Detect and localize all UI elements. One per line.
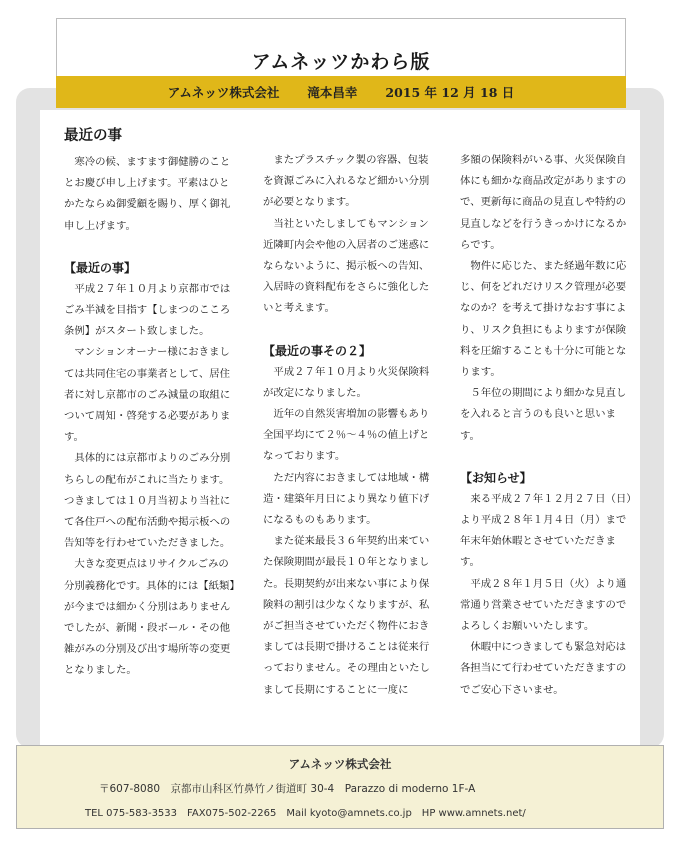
paragraph: 当社といたしましてもマンション近隣町内会や他の入居者のご迷惑にならないように、掲示板への告知、入居時の資料配布をさらに強化したいと考えます。	[263, 217, 430, 315]
title-box	[56, 18, 626, 77]
column-3	[460, 150, 632, 701]
paragraph: 近年の自然災害増加の影響もあり全国平均にて２％～４％の値上げとなっております。	[263, 408, 430, 463]
footer-address: 〒607-8080 京都市山科区竹鼻竹ノ街道町 30-4 Parazzo di moderno 1F-A	[99, 783, 476, 795]
footer	[16, 745, 664, 829]
paragraph: 具体的には京都市よりのごみ分別ちらしの配布がこれに当たります。つきましては１０月当初より当社にて各住戸への配布活動や掲示板への告知等を行わせていただきました。	[64, 452, 231, 550]
footer-company: アムネッツ株式会社	[288, 757, 392, 771]
section-title: 最近の事	[64, 127, 122, 144]
paragraph: 大きな変更点はリサイクルごみの分別義務化です。具体的には【紙類】が今までは細かく分別はありませんでしたが、新聞・段ボール・その他雑がみの分別及び出す場所等の変更となりました。	[64, 558, 235, 677]
byline-band	[56, 76, 626, 108]
paragraph: 休暇中につきましても緊急対応は各担当にて行わせていただきますのでご安心下さいませ。	[460, 641, 627, 696]
column-1	[64, 152, 236, 682]
footer-contact: TEL 075-583-3533 FAX075-502-2265 Mail kyoto@amnets.co.jp HP www.amnets.net/	[85, 808, 526, 819]
byline-author: 滝本昌幸	[307, 85, 358, 100]
paragraph: 平成２７年１０月より京都市ではごみ半減を目指す【しまつのこころ条例】がスタート致しました。	[64, 282, 231, 338]
byline-date: 2015 年 12 月 18 日	[385, 85, 515, 100]
byline	[56, 83, 626, 101]
greeting-paragraph: 寒冷の候、ますます御健勝のこととお慶び申し上げます。平素はひとかたならぬ御愛顧を賜り、厚く御礼申し上げます。	[64, 156, 231, 232]
heading-recent-2: 【最近の事その２】	[263, 343, 372, 358]
paragraph: またプラスチック製の容器、包装を資源ごみに入れるなど細かい分別が必要となります。	[263, 154, 430, 209]
paragraph: 平成２８年１月５日（火）より通常通り営業させていただきますのでよろしくお願いいたします。	[460, 577, 627, 633]
newsletter-title: アムネッツかわら版	[251, 51, 431, 73]
heading-notice: 【お知らせ】	[460, 470, 532, 485]
heading-recent: 【最近の事】	[64, 260, 137, 275]
paragraph: ただ内容におきましては地域・構造・建築年月日により異なり値下げになるものもあります。	[263, 471, 430, 527]
paragraph: 来る平成２７年１２月２７日（日）より平成２８年１月４日（月）まで年末年始休暇とさせていただきます。	[460, 492, 632, 569]
paragraph: マンションオーナー様におきましては共同住宅の事業者として、居住者に対し京都市のごみ減量の取組について周知・啓発する必要があります。	[64, 346, 231, 444]
byline-company: アムネッツ株式会社	[167, 85, 280, 100]
paragraph: また従来最長３６年契約出来ていた保険期間が最長１０年となりました。長期契約が出来ない事により保険料の割引は少なくなりますが、私がご担当させていただく物件におきましては長期で掛けることは従来行っておりません。その理由といたしまして長期にすることに一度に	[263, 535, 430, 696]
column-2	[263, 150, 435, 701]
paragraph: 物件に応じた、また経過年数に応じ、何をどれだけリスク管理が必要なのか？を考えて掛けなおす事により、リスク負担にもよりますが保険料を圧縮することも十分に可能となります。	[460, 260, 627, 379]
paragraph: 平成２７年１０月より火災保険料が改定になりました。	[263, 365, 430, 399]
paragraph: ５年位の期間により細かな見直しを入れると言うのも良いと思います。	[460, 387, 627, 442]
paragraph: 多額の保険料がいる事、火災保険自体にも細かな商品改定がありますので、更新毎に商品の見直しや特約の見直しなどを行うきっかけになるからです。	[460, 154, 627, 251]
